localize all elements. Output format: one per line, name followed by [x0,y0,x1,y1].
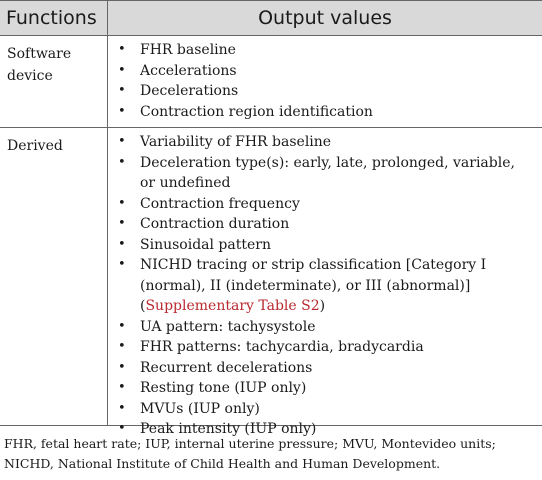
list-item: • UA pattern: tachysystole [108,317,542,338]
bullet-icon: • [118,195,126,211]
bullet-icon: • [118,339,126,354]
table-header [0,0,542,36]
list-item: • FHR baseline [108,40,542,61]
list-item: • Contraction region identification [108,102,542,123]
bullet-icon: • [118,400,126,416]
bullet-icon: • [118,216,126,231]
bullet-icon: • [118,103,126,119]
bullet-icon: • [118,257,126,272]
list-item: • Contraction frequency [108,194,542,215]
list-item: • Sinusoidal pattern [108,235,542,256]
bullet-icon: • [118,380,126,395]
output-values-cell [108,128,542,440]
header-functions: Functions [0,1,108,35]
bullet-icon: • [118,236,126,252]
list-item: • Peak intensity (IUP only) [108,419,542,440]
function-cell [0,36,108,127]
bullet-icon: • [118,42,126,57]
table-row-derived [0,128,542,437]
list-item: • Recurrent decelerations [108,358,542,379]
list-item: • Resting tone (IUP only) [108,378,542,399]
function-cell [0,128,108,425]
list-item: • Deceleration type(s): early, late, prolonged, variable, or undefined [118,154,515,191]
bullet-icon: • [118,421,126,436]
bullet-icon: • [118,359,126,375]
bullet-icon: • [118,154,126,170]
table-row-software-device [0,36,542,128]
function-label-line2: device [7,68,53,84]
supplementary-table-link[interactable]: Supplementary Table S2 [145,298,320,314]
list-item: • Accelerations [108,61,542,82]
bullet-icon: • [118,62,126,78]
list-item: • NICHD tracing or strip classification [Category I (normal), II (indeterminate), or III (abnormal)] (Supplementary Table S2) [118,257,487,314]
list-item: • Variability of FHR baseline [108,132,542,153]
table-footnote: FHR, fetal heart rate; IUP, internal uterine pressure; MVU, Montevideo units; NICHD, National Institute of Child Health and Human Development. [4,436,496,471]
list-item: • Contraction duration [108,214,542,235]
output-values-cell [108,36,542,122]
bullet-icon: • [118,134,126,149]
list-item: • Decelerations [108,81,542,102]
bullet-icon: • [118,83,126,98]
function-label: Derived [7,138,63,154]
list-item: • FHR patterns: tachycardia, bradycardia [108,337,542,358]
header-output-values: Output values [258,7,392,29]
function-label-line1: Software [7,46,72,62]
list-item: • MVUs (IUP only) [108,399,542,420]
bullet-icon: • [118,318,126,334]
